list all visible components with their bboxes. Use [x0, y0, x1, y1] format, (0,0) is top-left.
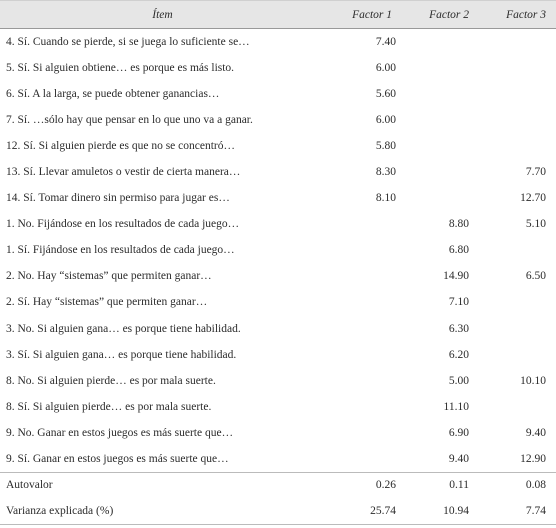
- item-cell: 1. No. Fijándose en los resultados de cada juego…: [6, 218, 240, 231]
- table-row: [0, 420, 556, 446]
- item-cell: 7. Sí. …sólo hay que pensar en lo que uno va a ganar.: [6, 113, 253, 126]
- table-row: [0, 237, 556, 263]
- item-cell: Autovalor: [0, 472, 325, 498]
- factor-1-cell: [325, 211, 402, 237]
- table-row: [0, 159, 556, 185]
- item-cell: 3. Sí. Si alguien gana… es porque tiene habilidad.: [6, 348, 237, 361]
- factor-3-cell: [479, 394, 556, 420]
- factor-2-cell: [402, 29, 479, 55]
- item-cell: 1. Sí. Fijándose en los resultados de cada juego…: [6, 244, 235, 257]
- item-cell: 6. Sí. A la larga, se puede obtener ganancias…: [6, 87, 220, 100]
- factor-3-cell: [479, 342, 556, 368]
- factor-2-cell: 6.20: [448, 348, 469, 361]
- header-row: [0, 1, 556, 29]
- factor-1-cell: 8.10: [375, 192, 396, 205]
- table-row: [0, 81, 556, 107]
- factor-3-cell: 10.10: [520, 374, 546, 387]
- item-cell: 12. Sí. Si alguien pierde es que no se concentró…: [6, 139, 235, 152]
- item-cell: 14. Sí. Tomar dinero sin permiso para jugar es…: [6, 192, 230, 205]
- factor-3-cell: 9.40: [525, 426, 546, 439]
- factor-3-cell: [479, 237, 556, 263]
- factor-3-cell: 6.50: [525, 270, 546, 283]
- header-item: Ítem: [0, 1, 325, 29]
- factor-1-cell: [325, 368, 402, 394]
- factor-3-cell: [479, 133, 556, 159]
- factor-3-cell: 7.74: [479, 498, 556, 524]
- factor-1-cell: 6.00: [375, 113, 396, 126]
- factor-2-cell: 11.10: [443, 400, 469, 413]
- table-row: [0, 368, 556, 394]
- table-row: [0, 316, 556, 342]
- table-row: [0, 446, 556, 472]
- factor-3-cell: [479, 289, 556, 315]
- factor-1-cell: [325, 289, 402, 315]
- table-row: [0, 289, 556, 315]
- factor-2-cell: [402, 55, 479, 81]
- table-row: [0, 107, 556, 133]
- factor-1-cell: 0.26: [325, 472, 402, 498]
- factor-2-cell: [402, 107, 479, 133]
- factor-2-cell: 6.80: [448, 244, 469, 257]
- factor-3-cell: [479, 29, 556, 55]
- header-factor-2: Factor 2: [402, 1, 479, 29]
- factor-1-cell: [325, 237, 402, 263]
- factor-1-cell: [325, 263, 402, 289]
- factor-2-cell: [402, 185, 479, 211]
- factor-1-cell: 6.00: [375, 61, 396, 74]
- item-cell: 4. Sí. Cuando se pierde, si se juega lo suficiente se…: [6, 35, 250, 48]
- table-row: [0, 55, 556, 81]
- factor-2-cell: 8.80: [448, 218, 469, 231]
- factor-1-cell: [325, 316, 402, 342]
- factor-2-cell: 14.90: [443, 270, 469, 283]
- factor-3-cell: [479, 107, 556, 133]
- item-cell: 13. Sí. Llevar amuletos o vestir de cierta manera…: [6, 166, 241, 179]
- table-row: [0, 263, 556, 289]
- factor-3-cell: [479, 55, 556, 81]
- item-cell: 5. Sí. Si alguien obtiene… es porque es más listo.: [6, 61, 235, 74]
- item-cell: 9. No. Ganar en estos juegos es más suerte que…: [6, 426, 234, 439]
- factor-1-cell: 25.74: [325, 498, 402, 524]
- table-row: [0, 394, 556, 420]
- table-row: [0, 29, 556, 55]
- item-cell: 2. No. Hay “sistemas” que permiten ganar…: [6, 270, 212, 283]
- factor-3-cell: 12.90: [520, 452, 546, 465]
- item-cell: Varianza explicada (%): [0, 498, 325, 524]
- factor-1-cell: [325, 394, 402, 420]
- item-cell: 8. No. Si alguien pierde… es por mala suerte.: [6, 374, 216, 387]
- factor-2-cell: 7.10: [448, 296, 469, 309]
- factor-2-cell: 5.00: [448, 374, 469, 387]
- factor-1-cell: 7.40: [375, 35, 396, 48]
- item-cell: 3. No. Si alguien gana… es porque tiene habilidad.: [6, 322, 241, 335]
- table-row: [0, 498, 556, 524]
- item-cell: 8. Sí. Si alguien pierde… es por mala suerte.: [6, 400, 212, 413]
- factor-1-cell: [325, 420, 402, 446]
- factor-3-cell: 5.10: [525, 218, 546, 231]
- factor-1-cell: 5.80: [375, 139, 396, 152]
- table-header: [0, 1, 556, 29]
- item-cell: 2. Sí. Hay “sistemas” que permiten ganar…: [6, 296, 208, 309]
- factor-1-cell: [325, 342, 402, 368]
- factor-1-cell: 8.30: [375, 166, 396, 179]
- header-factor-3: Factor 3: [479, 1, 556, 29]
- factor-3-cell: 0.08: [479, 472, 556, 498]
- item-cell: 9. Sí. Ganar en estos juegos es más suerte que…: [6, 452, 229, 465]
- factor-1-cell: [325, 446, 402, 472]
- table-row: [0, 211, 556, 237]
- factor-1-cell: 5.60: [375, 87, 396, 100]
- factor-3-cell: 12.70: [520, 192, 546, 205]
- table-row: [0, 472, 556, 498]
- table-row: [0, 342, 556, 368]
- factor-2-cell: 0.11: [402, 472, 479, 498]
- factor-3-cell: 7.70: [525, 166, 546, 179]
- factor-2-cell: [402, 133, 479, 159]
- header-factor-1: Factor 1: [325, 1, 402, 29]
- factor-2-cell: [402, 159, 479, 185]
- table-body: [0, 29, 556, 525]
- table-row: [0, 133, 556, 159]
- factor-3-cell: [479, 316, 556, 342]
- factor-3-cell: [479, 81, 556, 107]
- factor-2-cell: 10.94: [402, 498, 479, 524]
- factor-2-cell: 9.40: [448, 452, 469, 465]
- factor-2-cell: 6.90: [448, 426, 469, 439]
- factor-2-cell: [402, 81, 479, 107]
- factor-2-cell: 6.30: [448, 322, 469, 335]
- table-row: [0, 185, 556, 211]
